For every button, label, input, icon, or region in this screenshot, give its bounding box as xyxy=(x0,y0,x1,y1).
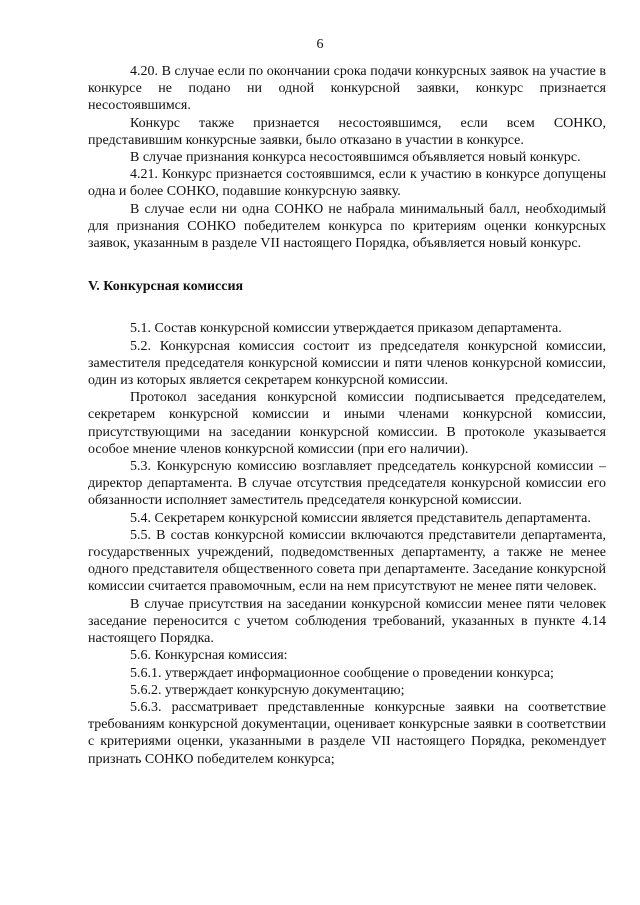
section-heading: V. Конкурсная комиссия xyxy=(88,279,244,295)
paragraph: Протокол заседания конкурсной комиссии подписывается председателем, секретарем конкурсной комиссии и иными членами конкурсной комиссии, присутствующими на заседании конкурсной комиссии. В протоколе указывается особое мнение членов конкурсной комиссии (при его наличии). xyxy=(88,390,606,457)
paragraph-5-5: 5.5. В состав конкурсной комиссии включаются представители департамента, государственных учреждений, подведомственных департаменту, а также не менее одного представителя общественного совета при департаменте. Заседание конкурсной комиссии считается правомочным, если на нем присутствуют не менее пяти человек. xyxy=(88,527,606,595)
paragraph: В случае присутствия на заседании конкурсной комиссии менее пяти человек заседание переносится с учетом соблюдения требований, указанных в пункте 4.14 настоящего Порядка. xyxy=(88,596,606,647)
paragraph-5-4: 5.4. Секретарем конкурсной комиссии является представитель департамента. xyxy=(130,510,591,526)
paragraph: Конкурс также признается несостоявшимся, если всем СОНКО, представившим конкурсные заявки, было отказано в участии в конкурсе. xyxy=(88,115,606,148)
paragraph-5-6: 5.6. Конкурсная комиссия: xyxy=(130,648,288,664)
paragraph: В случае если ни одна СОНКО не набрала минимальный балл, необходимый для признания СОНКО победителем конкурса по критериям оценки конкурсных заявок, указанным в разделе VII настоящего Порядка, объявляется новый конкурс. xyxy=(88,201,606,252)
paragraph-4-21: 4.21. Конкурс признается состоявшимся, если к участию в конкурсе допущены одна и более СОНКО, подавшие конкурсную заявку. xyxy=(88,167,606,200)
paragraph-5-3: 5.3. Конкурсную комиссию возглавляет председатель конкурсной комиссии – директор департамента. В случае отсутствия председателя конкурсной комиссии его обязанности исполняет заместитель председателя конкурсной комиссии. xyxy=(88,459,606,509)
paragraph: В случае признания конкурса несостоявшимся объявляется новый конкурс. xyxy=(130,150,581,166)
paragraph-5-1: 5.1. Состав конкурсной комиссии утверждается приказом департамента. xyxy=(130,321,562,337)
paragraph-5-6-3: 5.6.3. рассматривает представленные конкурсные заявки на соответствие требованиям конкурсной документации, оценивает конкурсные заявки в соответствии с критериями оценки, указанными в разделе VII настоящего Порядка, рекомендует признать СОНКО победителем конкурса; xyxy=(88,699,606,767)
paragraph-5-2: 5.2. Конкурсная комиссия состоит из председателя конкурсной комиссии, заместителя председателя конкурсной комиссии и пяти членов конкурсной комиссии, один из которых является секретарем конкурсной комиссии. xyxy=(88,338,606,389)
document-body xyxy=(88,63,606,768)
paragraph-5-6-2: 5.6.2. утверждает конкурсную документацию; xyxy=(130,682,405,698)
page-number: 6 xyxy=(316,37,324,52)
paragraph-4-20: 4.20. В случае если по окончании срока подачи конкурсных заявок на участие в конкурсе не подано ни одной конкурсной заявки, конкурс признается несостоявшимся. xyxy=(88,64,606,114)
paragraph-5-6-1: 5.6.1. утверждает информационное сообщение о проведении конкурса; xyxy=(130,665,554,681)
